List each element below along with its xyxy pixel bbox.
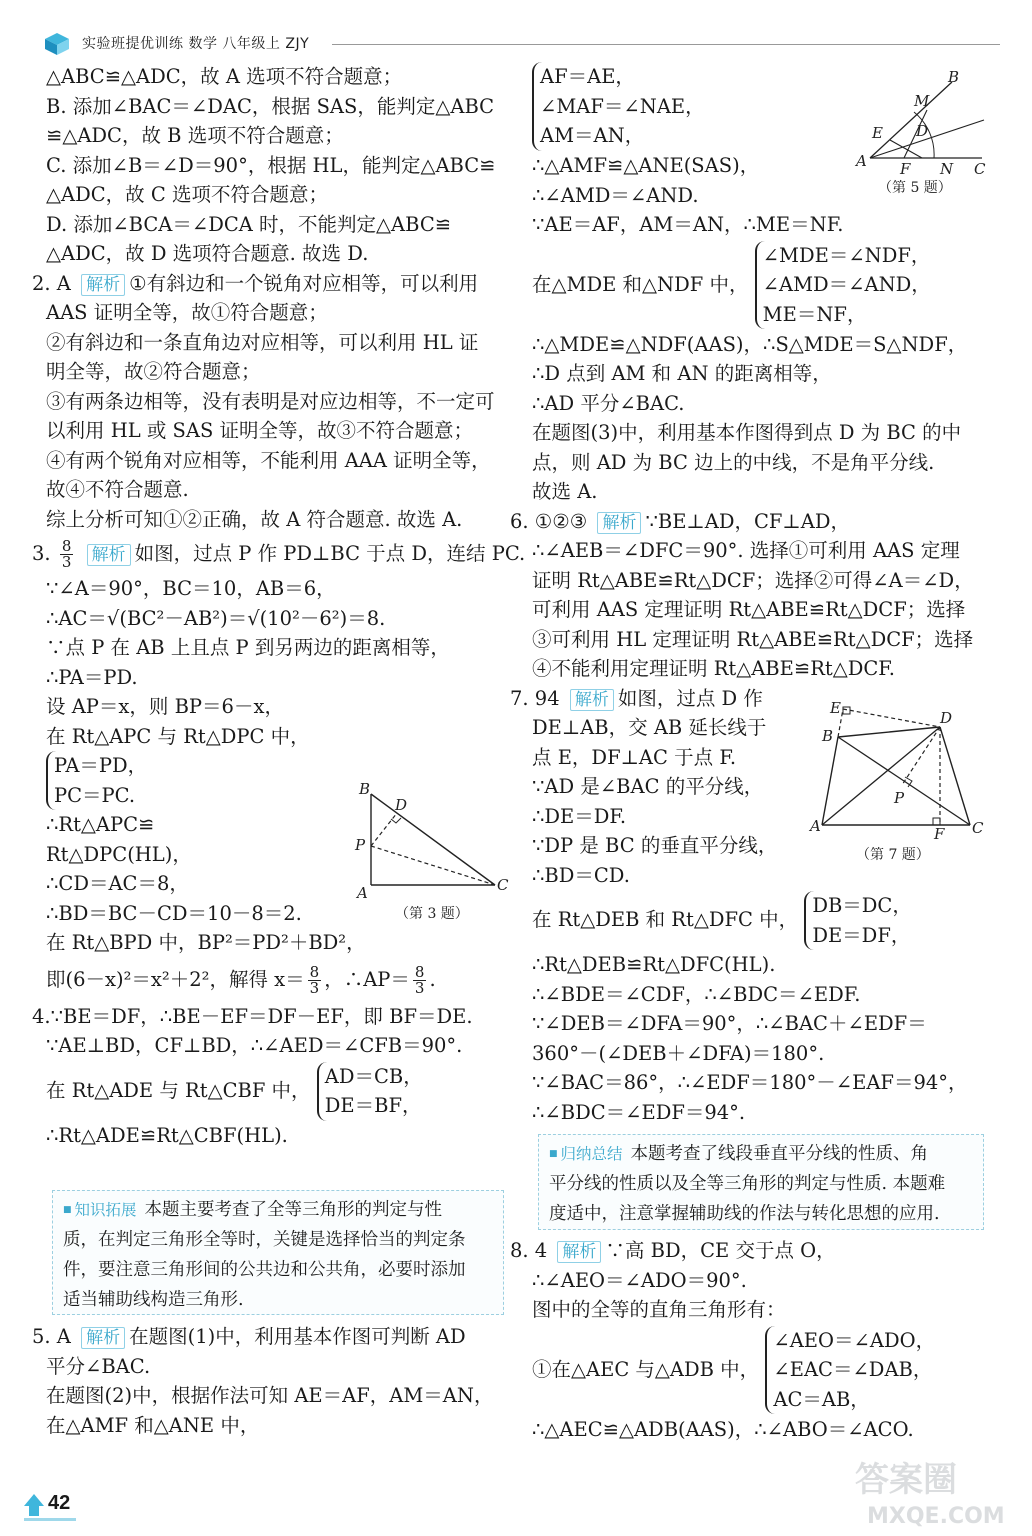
text: ，∴AP＝ (324, 967, 410, 991)
point-label: C (497, 876, 509, 894)
text-line: ∴DE＝DF. (532, 804, 627, 828)
text-line: 在 Rt△APC 与 Rt△DPC 中， (46, 724, 310, 748)
analysis-tag: 解析 (87, 544, 131, 566)
watermark (845, 1455, 1020, 1530)
point-label: D (916, 122, 929, 140)
text-line: ∴CD＝AC＝8， (46, 872, 189, 895)
fraction-denominator: 3 (414, 978, 425, 997)
page-number-text: 42 (48, 1492, 71, 1514)
system-row: AM＝AN， (540, 124, 645, 147)
text-line: 在 Rt△BPD 中，BP²＝PD²＋BD²， (46, 931, 366, 954)
figure-caption: （第 5 题） (878, 180, 952, 196)
q3-first-line (32, 534, 526, 574)
system-row: ∠MDE＝∠NDF， (762, 243, 931, 267)
text: ①有斜边和一个锐角对应相等，可以利用 (129, 271, 479, 295)
equation-system-line (532, 890, 992, 950)
figure-7-svg (810, 695, 995, 865)
text-line: 图中的全等的直角三角形有： (532, 1298, 786, 1321)
text-line: Rt△DPC(HL)， (46, 842, 192, 866)
point-label: B (948, 68, 960, 86)
point-label: D (940, 709, 953, 727)
analysis-tag: 解析 (570, 689, 614, 711)
point-label: E (830, 699, 841, 717)
text-line: ∵AD 是∠BAC 的平分线， (532, 775, 764, 798)
text-line: ∵AE⊥BD，CF⊥BD，∴∠AED＝∠CFB＝90°. (46, 1034, 463, 1057)
text: 在题图(1)中，利用基本作图可判断 AD (129, 1325, 466, 1348)
box-line (549, 1139, 973, 1169)
point-label: B (359, 780, 371, 798)
text-line: ∴PA＝PD. (46, 665, 138, 689)
fraction (413, 962, 427, 997)
point-label: A (856, 152, 867, 170)
brace (755, 241, 931, 330)
text-line: 在题图(2)中，根据作法可知 AE＝AF，AM＝AN， (46, 1384, 494, 1407)
text-line: ∴AC＝√(BC²－AB²)＝√(10²－6²)＝8. (46, 606, 386, 630)
text-line: 以利用 HL 或 SAS 证明全等，故③不符合题意； (46, 419, 474, 442)
text-line: ∴△AEC≌△ADB(AAS)，∴∠ABO＝∠ACO. (532, 1417, 914, 1441)
point-label: P (355, 836, 366, 854)
text-line: ∴Rt△APC≌ (46, 813, 155, 836)
q6-first-line (510, 507, 992, 537)
text: ∵BE＝DF，∴BE－EF＝DF－EF，即 BF＝DE. (50, 1004, 473, 1028)
analysis-tag: 解析 (597, 512, 641, 534)
box-tag: ■ 知识拓展 (63, 1195, 137, 1225)
system-row: AD＝CB， (324, 1064, 423, 1088)
text-line: △ABC≌△ADC，故 A 选项不符合题意； (46, 65, 403, 88)
q8 (510, 1236, 992, 1444)
text-line: 证明 Rt△ABE≌Rt△DCF；选择②可得∠A＝∠D， (532, 568, 974, 592)
figure-7 (810, 695, 995, 865)
q7-number: 7. 94 (510, 686, 560, 710)
text-line: ④不能利用定理证明 Rt△ABE≌Rt△DCF. (532, 657, 895, 680)
box-line: 适当辅助线构造三角形. (63, 1290, 244, 1310)
text-line: 可利用 AAS 定理证明 Rt△ABE≌Rt△DCF；选择 (532, 598, 966, 621)
point-label: A (357, 884, 368, 902)
brace (532, 62, 705, 151)
q8-first-line (510, 1236, 992, 1266)
system-row: ∠AMD＝∠AND， (762, 273, 931, 297)
point-label: C (974, 160, 986, 178)
q5-number: 5. A (32, 1325, 71, 1348)
text-line: 设 AP＝x，则 BP＝6－x， (46, 695, 284, 718)
text: 如图，过点 D 作 (617, 686, 763, 710)
text-line: ∴BD＝CD. (532, 863, 630, 887)
system-row: DB＝DC， (812, 894, 912, 917)
text-line: ∴Rt△DEB≌Rt△DFC(HL). (532, 953, 776, 976)
left-column (32, 62, 526, 1150)
text-line: 故选 A. (532, 480, 598, 503)
text-line: ∴AD 平分∠BAC. (532, 391, 685, 415)
page-header (40, 30, 1000, 56)
q5-left (32, 1322, 514, 1440)
watermark-text: 答案圈 (855, 1460, 957, 1500)
text-line: ∵点 P 在 AB 上且点 P 到另两边的距离相等， (46, 636, 450, 659)
text-line: ∴Rt△ADE≌Rt△CBF(HL). (46, 1123, 288, 1147)
system-row: DE＝DF， (812, 923, 911, 947)
system-row: PA＝PD， (54, 754, 148, 777)
text-line: ∴∠AEB＝∠DFC＝90°. 选择①可利用 AAS 定理 (532, 539, 960, 562)
text-line: ∴△MDE≌△NDF(AAS)，∴S△MDE＝S△NDF， (532, 332, 968, 356)
analysis-tag: 解析 (81, 274, 125, 296)
fraction-numerator: 8 (309, 962, 320, 981)
text-line: ③可利用 HL 定理证明 Rt△ABE≌Rt△DCF；选择 (532, 627, 974, 651)
right-column (510, 62, 992, 1127)
text-line: ∴D 点到 AM 和 AN 的距离相等， (532, 362, 832, 385)
analysis-tag: 解析 (81, 1327, 125, 1349)
box-tag: ■ 归纳总结 (549, 1139, 623, 1169)
system-row: PC＝PC. (54, 783, 136, 807)
figure-3 (345, 780, 515, 925)
point-label: F (934, 825, 945, 843)
book-logo-icon (44, 32, 70, 56)
text-line: ∵∠BAC＝86°，∴∠EDF＝180°－∠EAF＝94°， (532, 1071, 968, 1094)
text-line: D. 添加∠BCA＝∠DCA 时，不能判定△ABC≌ (46, 212, 452, 236)
header-rule (332, 44, 1000, 45)
figure-3-svg (345, 780, 515, 925)
watermark-logo (845, 1455, 1020, 1530)
text-line: △ADC，故 C 选项不符合题意； (46, 183, 328, 206)
point-label: E (872, 124, 883, 142)
brace (804, 891, 912, 950)
text-line: 综上分析可知①②正确，故 A 符合题意. 故选 A. (46, 507, 463, 531)
q4-first-line (32, 1002, 514, 1032)
equation-system-line (46, 1061, 514, 1121)
text-line: 360°－(∠DEB＋∠DFA)＝180°. (532, 1041, 825, 1065)
text-line: 点 E，DF⊥AC 于点 F. (532, 745, 737, 769)
fraction-denominator: 3 (61, 553, 72, 571)
text: ∵高 BD，CE 交于点 O， (605, 1239, 836, 1262)
text-line: △ADC，故 D 选项符合题意. 故选 D. (46, 242, 369, 265)
q3-last-line: 即(6－x)²＝x²＋2²，解得 x＝ $\frac{8}{3}$ ，∴AP＝ $\frac{8}{3}$ . (46, 962, 436, 997)
text: ∵BE⊥AD，CF⊥AD， (645, 509, 850, 533)
system-row: AC＝AB， (773, 1387, 870, 1411)
text-line: ≌△ADC，故 B 选项不符合题意； (46, 124, 344, 147)
system-row: ∠EAC＝∠DAB， (773, 1358, 933, 1382)
figure-caption: （第 7 题） (856, 847, 930, 863)
q3-number: 3. (32, 542, 51, 565)
brace (765, 1326, 935, 1415)
text: 在 Rt△ADE 与 Rt△CBF 中， (46, 1078, 311, 1102)
text-line: AAS 证明全等，故①符合题意； (46, 301, 328, 324)
q4-number: 4. (32, 1004, 51, 1028)
text-line: 点，则 AD 为 BC 边上的中线，不是角平分线. (532, 450, 935, 474)
text-line: C. 添加∠B＝∠D＝90°，根据 HL，能判定△ABC≌ (46, 153, 496, 177)
text-line: ∵∠DEB＝∠DFA＝90°，∴∠BAC＋∠EDF＝ (532, 1012, 927, 1035)
box-line (63, 1195, 493, 1225)
q2-first-line (32, 269, 514, 299)
fraction-numerator: 8 (61, 537, 72, 555)
point-label: B (822, 727, 834, 745)
figure-5-svg (852, 68, 1002, 200)
text-line: ②有斜边和一条直角边对应相等，可以利用 HL 证 (46, 330, 479, 354)
text-line: ∴∠AMD＝∠AND. (532, 183, 699, 207)
box-line: 度适中，注意掌握辅助线的作法与转化思想的应用. (549, 1204, 940, 1224)
system-row: AF＝AE， (540, 65, 635, 88)
point-label: N (940, 160, 954, 178)
text-line: ∴△AMF≌△ANE(SAS)， (532, 154, 760, 177)
text: 即(6－x)²＝x²＋2²，解得 x＝ (46, 967, 305, 991)
text-line: DE⊥AB，交 AB 延长线于 (532, 716, 767, 739)
fraction-denominator: 3 (309, 978, 320, 997)
fraction-numerator: 8 (414, 962, 425, 981)
box-line: 件，要注意三角形间的公共边和公共角，必要时添加 (63, 1260, 466, 1280)
figure-caption: （第 3 题） (395, 906, 469, 922)
box-line: 平分线的性质以及全等三角形的判定与性质. 本题难 (549, 1174, 946, 1194)
q6-number: 6. ①②③ (510, 509, 588, 533)
q3-answer-fraction (60, 539, 74, 570)
text-line: B. 添加∠BAC＝∠DAC，根据 SAS，能判定△ABC (46, 94, 495, 118)
text: 本题考查了线段垂直平分线的性质、角 (630, 1144, 929, 1164)
header-title: 实验班提优训练 数学 八年级上 ZJY (82, 36, 310, 52)
fraction (308, 962, 322, 997)
text-line: 在题图(3)中，利用基本作图得到点 D 为 BC 的中 (532, 421, 962, 444)
text: 在 Rt△DEB 和 Rt△DFC 中， (532, 908, 799, 931)
page-number (20, 1488, 80, 1522)
text-line: ∵∠A＝90°，BC＝10，AB＝6， (46, 577, 336, 600)
system-row: ME＝NF， (762, 302, 867, 326)
point-label: D (395, 796, 408, 814)
q8-number: 8. 4 (510, 1239, 548, 1262)
text-line: 平分∠BAC. (46, 1354, 151, 1378)
box-line: 质，在判定三角形全等时，关键是选择恰当的判定条 (63, 1230, 466, 1250)
figure-5 (852, 68, 1002, 200)
q5-first-line (32, 1322, 514, 1352)
system-row: ∠AEO＝∠ADO， (773, 1328, 936, 1352)
text-line: ∴∠BDC＝∠EDF＝94°. (532, 1100, 746, 1124)
point-label: C (972, 819, 984, 837)
knowledge-extension-box (52, 1190, 504, 1315)
point-label: M (914, 92, 930, 110)
text-line: ③有两条边相等，没有表明是对应边相等，不一定可 (46, 389, 495, 413)
text-line: ∴BD＝BC－CD＝10－8＝2. (46, 901, 302, 925)
point-label: F (900, 160, 911, 178)
text-line: ∵AE＝AF，AM＝AN，∴ME＝NF. (532, 213, 844, 236)
text: 在△MDE 和△NDF 中， (532, 272, 749, 296)
point-label: P (894, 789, 905, 807)
brace (317, 1062, 423, 1121)
text: 本题主要考查了全等三角形的判定与性 (144, 1200, 443, 1220)
system-row: ∠MAF＝∠NAE， (540, 94, 705, 118)
equation-system-line (532, 1325, 992, 1415)
system-row: DE＝BF， (324, 1094, 422, 1117)
text-line: ④有两个锐角对应相等，不能利用 AAA 证明全等， (46, 448, 491, 472)
text-line: ∵DP 是 BC 的垂直平分线， (532, 834, 778, 857)
equation-system-line (532, 240, 992, 330)
text-line: 在△AMF 和△ANE 中， (46, 1413, 260, 1437)
watermark-url: MXQE.COM (867, 1504, 1005, 1529)
text-line: 明全等，故②符合题意； (46, 360, 261, 383)
text-line: 故④不符合题意. (46, 478, 189, 501)
text-line: ∴∠BDE＝∠CDF，∴∠BDC＝∠EDF. (532, 982, 861, 1006)
point-label: A (810, 817, 821, 835)
summary-box (538, 1134, 984, 1230)
q2-number: 2. A (32, 271, 71, 295)
text: ①在△AEC 与△ADB 中， (532, 1357, 760, 1381)
text-line: ∴∠AEO＝∠ADO＝90°. (532, 1268, 747, 1292)
brace (46, 751, 147, 810)
text: 如图，过点 P 作 PD⊥BC 于点 D，连结 PC. (134, 542, 526, 565)
analysis-tag: 解析 (557, 1241, 601, 1263)
